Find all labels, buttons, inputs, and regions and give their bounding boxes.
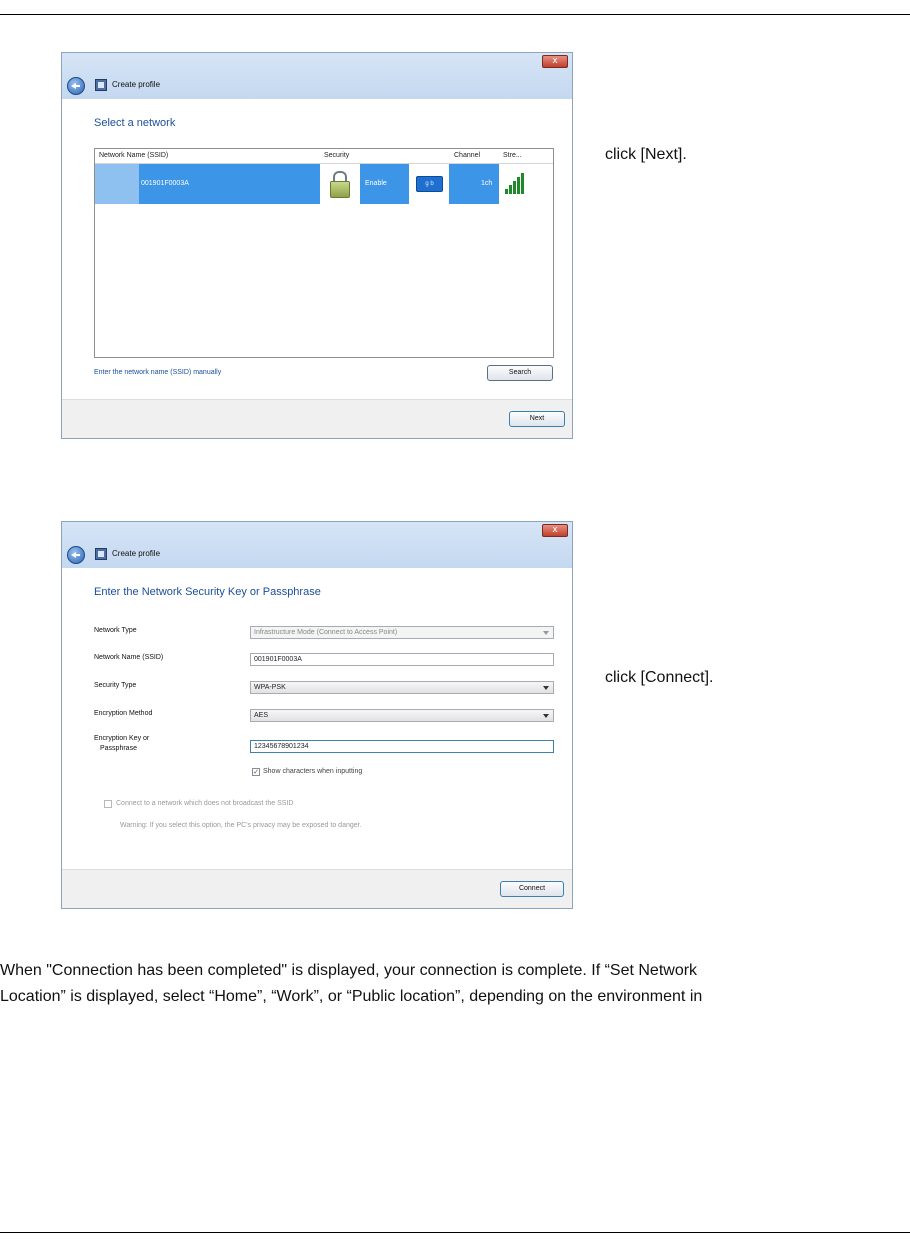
warning-text: Warning: If you select this option, the PC's privacy may be exposed to danger. [120, 822, 362, 829]
security-type-select[interactable] [250, 681, 554, 694]
profile-icon [95, 79, 107, 91]
security-cell [320, 164, 360, 204]
column-strength[interactable]: Stre... [503, 152, 522, 159]
show-characters-checkbox[interactable]: ✓ [253, 768, 259, 776]
column-ssid[interactable]: Network Name (SSID) [99, 152, 169, 159]
standard-cell [409, 164, 449, 204]
dialog-title: Create profile [112, 549, 161, 558]
back-arrow-icon[interactable] [67, 546, 85, 564]
channel-value: 1ch [481, 180, 493, 187]
instruction-next: click [Next]. [605, 146, 687, 163]
dialog-footer [62, 869, 572, 908]
bottom-rule [0, 1232, 910, 1233]
network-type-select [250, 626, 554, 639]
connect-button[interactable]: Connect [500, 881, 564, 897]
close-button[interactable]: x [542, 55, 568, 68]
dialog-footer [62, 399, 572, 438]
select-network-dialog [61, 52, 573, 439]
close-button[interactable]: x [542, 524, 568, 537]
network-type-value: Infrastructure Mode (Connect to Access Point) [254, 629, 398, 636]
manual-ssid-link[interactable]: Enter the network name (SSID) manually [94, 369, 222, 376]
security-type-label: Security Type [94, 682, 137, 689]
chevron-down-icon [543, 686, 549, 690]
security-key-dialog [61, 521, 573, 909]
hidden-ssid-label: Connect to a network which does not broadcast the SSID [116, 800, 294, 807]
paragraph-line-1: When "Connection has been completed" is displayed, your connection is complete. If “Set Network [0, 962, 698, 979]
signal-bar [517, 177, 520, 194]
paragraph-line-2: Location” is displayed, select “Home”, “Work”, or “Public location”, depending on the environment in [0, 988, 703, 1005]
encryption-key-label-line2: Passphrase [100, 745, 137, 752]
network-list[interactable] [94, 148, 554, 358]
top-rule [0, 14, 910, 15]
signal-strength-icon [499, 164, 527, 204]
back-arrow-icon[interactable] [67, 77, 85, 95]
hidden-ssid-checkbox[interactable] [104, 800, 112, 808]
next-button[interactable]: Next [509, 411, 565, 427]
signal-bar [513, 181, 516, 194]
wireless-card-icon: g b [416, 176, 443, 192]
encryption-key-input[interactable] [250, 740, 554, 753]
profile-icon [95, 548, 107, 560]
column-channel[interactable]: Channel [454, 152, 481, 159]
completion-paragraph [0, 958, 910, 1010]
signal-bar [509, 185, 512, 194]
column-security[interactable]: Security [324, 152, 350, 159]
ssid-label: Network Name (SSID) [94, 654, 164, 661]
dialog-titlebar [62, 522, 572, 568]
encryption-method-select[interactable] [250, 709, 554, 722]
signal-bar [521, 173, 524, 194]
chevron-down-icon [543, 714, 549, 718]
ssid-value: 001901F0003A [254, 656, 302, 663]
dialog-title: Create profile [112, 80, 161, 89]
instruction-connect: click [Connect]. [605, 669, 714, 686]
row-left-cell [95, 164, 139, 204]
search-button[interactable]: Search [487, 365, 553, 381]
security-status: Enable [365, 180, 387, 187]
encryption-method-value: AES [254, 712, 269, 719]
chevron-down-icon [543, 631, 549, 635]
ssid-field[interactable] [250, 653, 554, 666]
security-type-value: WPA-PSK [254, 684, 286, 691]
lock-icon [330, 181, 350, 198]
encryption-key-label-line1: Encryption Key or [94, 735, 150, 742]
encryption-key-value: 12345678901234 [254, 743, 309, 750]
network-row-selected[interactable] [95, 164, 527, 204]
show-characters-label: Show characters when inputting [263, 768, 363, 775]
dialog-heading: Enter the Network Security Key or Passphrase [94, 586, 321, 598]
encryption-method-label: Encryption Method [94, 710, 153, 717]
network-ssid: 001901F0003A [141, 180, 189, 187]
network-type-label: Network Type [94, 627, 137, 634]
dialog-titlebar [62, 53, 572, 99]
list-header [95, 149, 553, 164]
encryption-key-label [94, 734, 149, 754]
signal-bar [505, 189, 508, 194]
dialog-heading: Select a network [94, 117, 176, 129]
